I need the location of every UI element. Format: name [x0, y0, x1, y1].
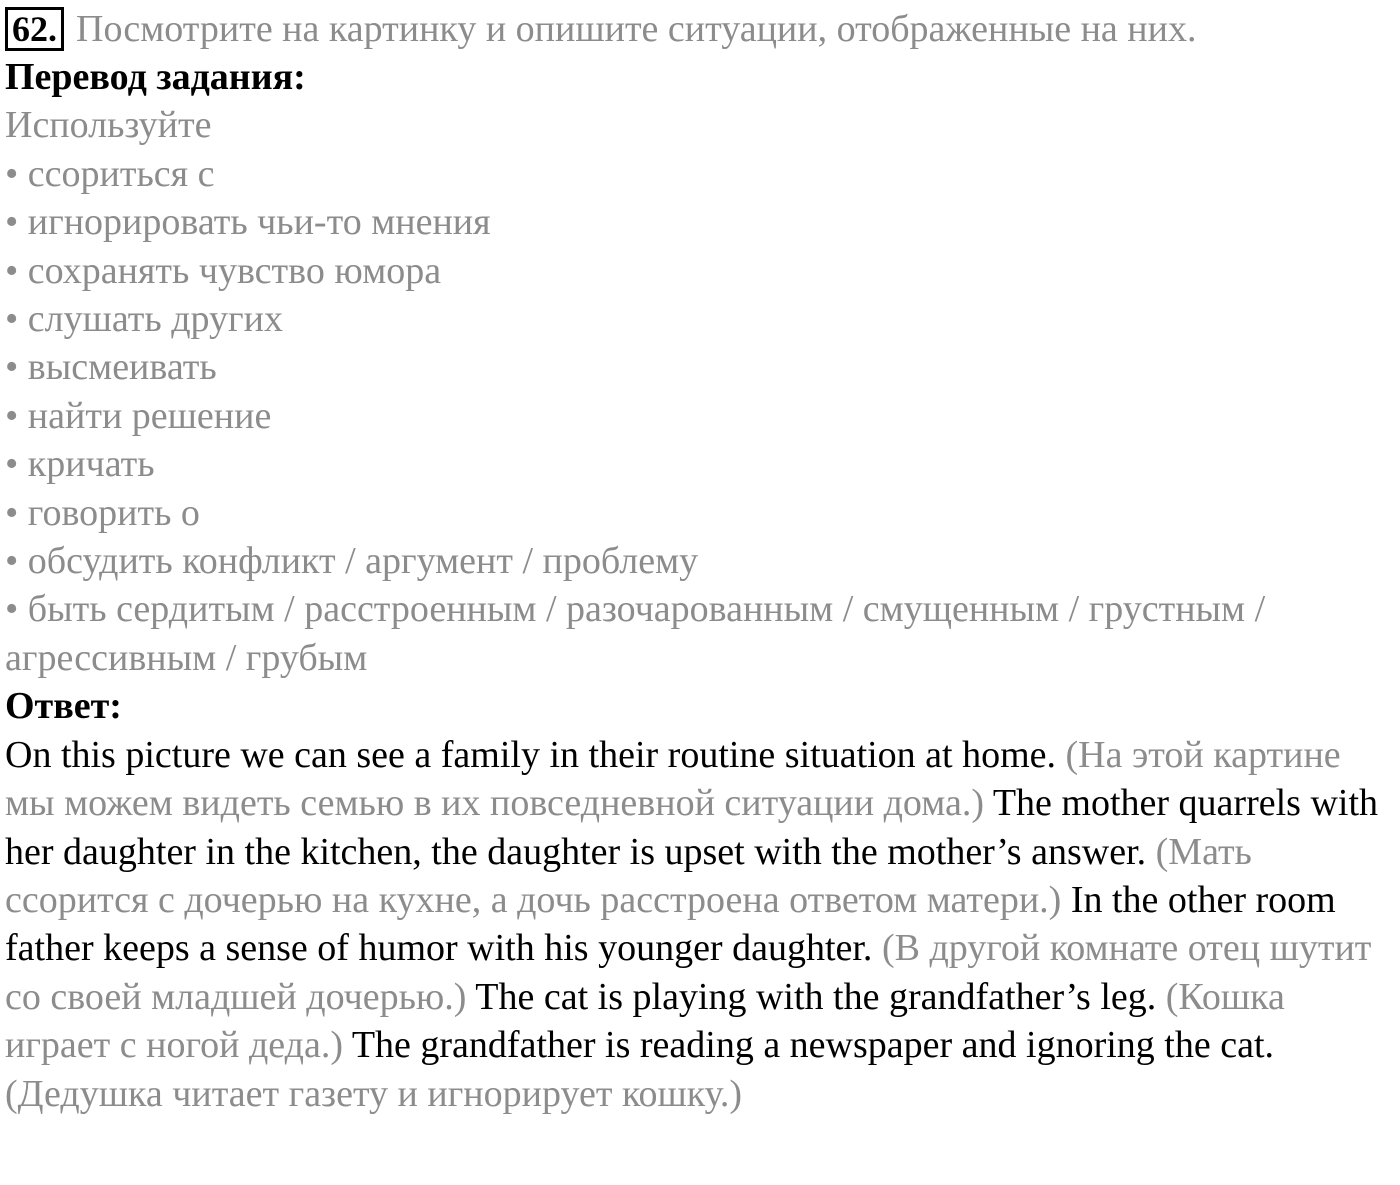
translation-intro: Используйте: [5, 104, 212, 147]
answer-russian: (Дедушка читает газету и игнорирует кошку.): [5, 1072, 743, 1115]
answer-english: The grandfather is reading a newspaper and ignoring the cat.: [351, 1024, 1275, 1067]
list-item: • игнорировать чьи-то мнения: [5, 201, 491, 244]
list-item: • быть сердитым / расстроенным / разочарованным / смущенным / грустным / агрессивным / грубым: [5, 588, 1266, 679]
answer-russian: (Кошка играет с ногой деда.): [5, 975, 1285, 1067]
list-item: • слушать других: [5, 298, 283, 341]
task-instruction: Посмотрите на картинку и опишите ситуации, отображенные на них.: [76, 7, 1197, 50]
page: [5, 5, 1397, 1118]
task-number: 62.: [5, 7, 64, 51]
answer-english: On this picture we can see a family in their routine situation at home.: [5, 733, 1057, 776]
list-item: • кричать: [5, 443, 155, 486]
answer-russian: (Мать ссорится с дочерью на кухне, а дочь расстроена ответом матери.): [5, 830, 1252, 921]
answer-heading: Ответ:: [5, 685, 122, 728]
answer-russian: (В другой комнате отец шутит со своей младшей дочерью.): [5, 927, 1372, 1018]
answer-russian: (На этой картине мы можем видеть семью в их повседневной ситуации дома.): [5, 733, 1341, 825]
list-item: • сохранять чувство юмора: [5, 249, 442, 292]
task-header: [5, 5, 1397, 53]
translation-heading: Перевод задания:: [5, 56, 306, 98]
list-item: • найти решение: [5, 394, 272, 437]
vocabulary-list: [5, 150, 1397, 682]
answer-english: The mother quarrels with her daughter in the kitchen, the daughter is upset with the mother’s answer.: [5, 782, 1379, 873]
list-item: • говорить о: [5, 491, 200, 534]
list-item: • ссориться с: [5, 152, 215, 195]
list-item: • обсудить конфликт / аргумент / проблему: [5, 540, 699, 583]
answer-english: In the other room father keeps a sense of humor with his younger daughter.: [5, 878, 1336, 970]
answer-english: The cat is playing with the grandfather’s leg.: [475, 975, 1157, 1018]
list-item: • высмеивать: [5, 346, 217, 389]
answer-paragraph: [5, 731, 1397, 1118]
